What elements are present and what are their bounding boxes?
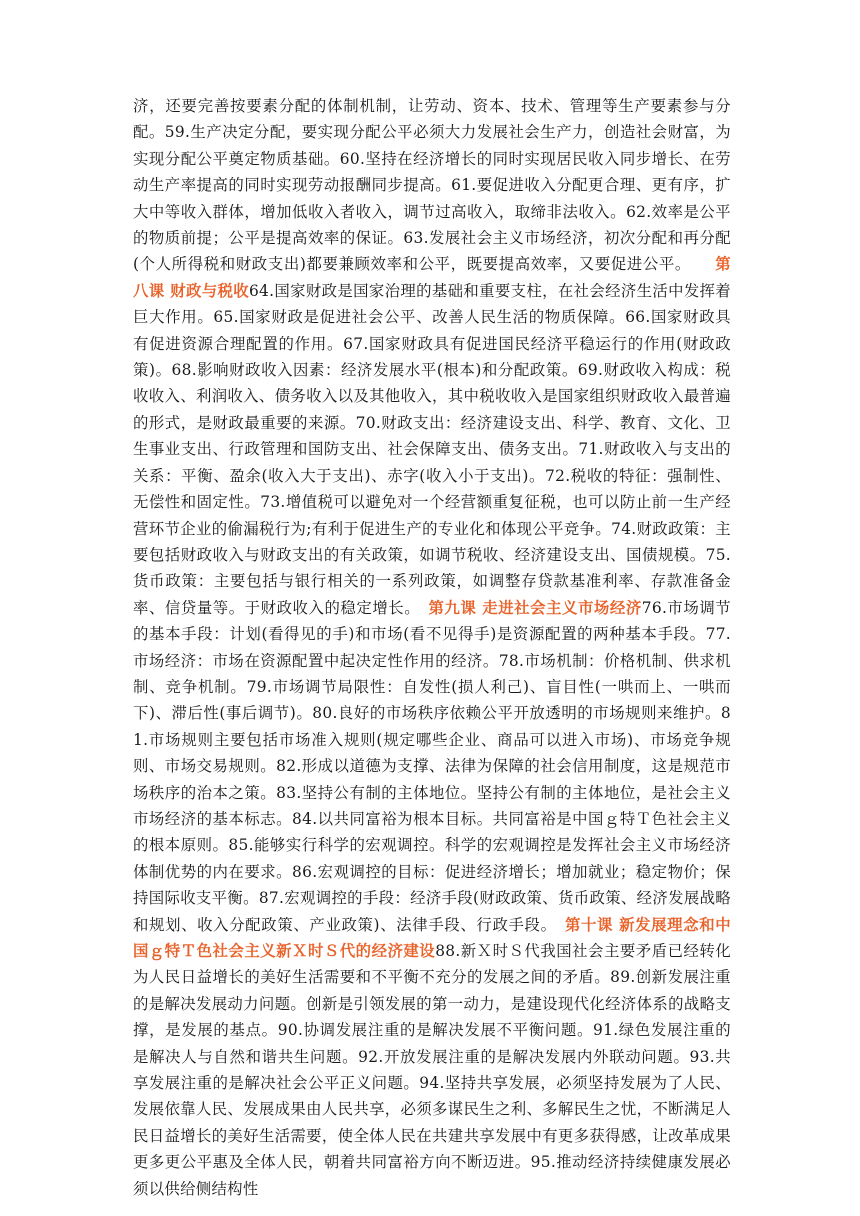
lesson-8-heading: 第八课 财政与税收 — [133, 255, 731, 300]
document-body — [133, 93, 731, 1202]
lesson-10-heading: 第十课 新发展理念和中国ｇ特Ｔ色社会主义新Ｘ时Ｓ代的经济建设 — [133, 915, 731, 960]
lesson-9-heading: 第九课 走进社会主义市场经济 — [428, 598, 642, 617]
body-text-segment: 64.国家财政是国家治理的基础和重要支柱，在社会经济生活中发挥着巨大作用。65.国家财政是促进社会公平、改善人民生活的物质保障。66.国家财政具有促进资源合理配置的作用。67.国家财政具有促进国民经济平稳运行的作用(财政政策)。68.影响财政收入因素：经济发展水平(根本)和分配政策。69.财政收入构成：税收收入、利润收入、债务收入以及其他收入，其中税收收入是国家组织财政收入最普遍的形式，是财政最重要的来源。70.财政支出：经济建设支出、科学、教育、文化、卫生事业支出、行政管理和国防支出、社会保障支出、债务支出。71.财政收入与支出的关系：平衡、盈余(收入大于支出)、赤字(收入小于支出)。72.税收的特征：强制性、无偿性和固定性。73.增值税可以避免对一个经营额重复征税，也可以防止前一生产经营环节企业的偷漏税行为;有利于促进生产的专业化和体现公平竞争。74.财政政策：主要包括财政收入与财政支出的有关政策，如调节税收、经济建设支出、国债规模。75.货币政策：主要包括与银行相关的一系列政策，如调整存贷款基准利率、存款准备金率、信贷量等。于财政收入的稳定增长。 — [133, 281, 731, 617]
document-page — [133, 93, 731, 1202]
body-text-segment: 76.市场调节的基本手段：计划(看得见的手)和市场(看不见得手)是资源配置的两种基本手段。77.市场经济：市场在资源配置中起决定性作用的经济。78.市场机制：价格机制、供求机制、竞争机制。79.市场调节局限性：自发性(损人利己)、盲目性(一哄而上、一哄而下)、滞后性(事后调节)。80.良好的市场秩序依赖公平开放透明的市场规则来维护。81.市场规则主要包括市场准入规则(规定哪些企业、商品可以进入市场)、市场竞争规则、市场交易规则。82.形成以道德为支撑、法律为保障的社会信用制度，这是规范市场秩序的治本之策。83.坚持公有制的主体地位。坚持公有制的主体地位，是社会主义市场经济的基本标志。84.以共同富裕为根本目标。共同富裕是中国ｇ特Ｔ色社会主义的根本原则。85.能够实行科学的宏观调控。科学的宏观调控是发挥社会主义市场经济体制优势的内在要求。86.宏观调控的目标：促进经济增长；增加就业；稳定物价；保持国际收支平衡。87.宏观调控的手段：经济手段(财政政策、货币政策、经济发展战略和规划、收入分配政策、产业政策)、法律手段、行政手段。 — [133, 598, 731, 934]
body-text-segment: 88.新Ｘ时Ｓ代我国社会主要矛盾已经转化为人民日益增长的美好生活需要和不平衡不充分的发展之间的矛盾。89.创新发展注重的是解决发展动力问题。创新是引领发展的第一动力，是建设现代化经济体系的战略支撑，是发展的基点。90.协调发展注重的是解决发展不平衡问题。91.绿色发展注重的是解决人与自然和谐共生问题。92.开放发展注重的是解决发展内外联动问题。93.共享发展注重的是解决社会公平正义问题。94.坚持共享发展，必须坚持发展为了人民、发展依靠人民、发展成果由人民共享，必须多谋民生之利、多解民生之忧，不断满足人民日益增长的美好生活需要，使全体人民在共建共享发展中有更多获得感，让改革成果更多更公平惠及全体人民，朝着共同富裕方向不断迈进。95.推动经济持续健康发展必须以供给侧结构性 — [133, 942, 731, 1198]
body-text-segment: 济，还要完善按要素分配的体制机制，让劳动、资本、技术、管理等生产要素参与分配。59.生产决定分配，要实现分配公平必须大力发展社会生产力，创造社会财富，为实现分配公平奠定物质基础。60.坚持在经济增长的同时实现居民收入同步增长、在劳动生产率提高的同时实现劳动报酬同步提高。61.要促进收入分配更合理、更有序，扩大中等收入群体，增加低收入者收入，调节过高收入，取缔非法收入。62.效率是公平的物质前提；公平是提高效率的保证。63.发展社会主义市场经济，初次分配和再分配(个人所得税和财政支出)都要兼顾效率和公平，既要提高效率，又要促进公平。 — [133, 97, 731, 274]
